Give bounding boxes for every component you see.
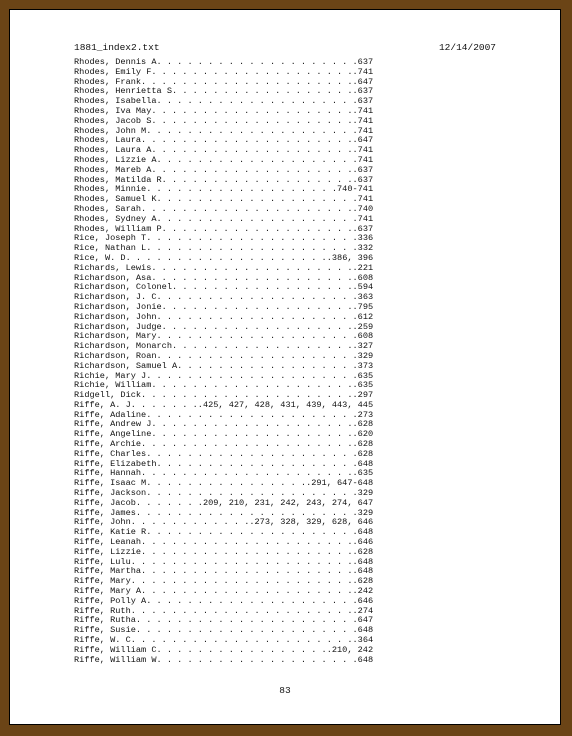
index-entry <box>74 381 430 391</box>
index-entry <box>74 136 430 146</box>
index-entry <box>74 313 430 323</box>
index-entry <box>74 411 430 421</box>
index-entry <box>74 401 430 411</box>
entry-pages: 608 <box>357 273 374 283</box>
index-entry <box>74 518 430 528</box>
header-filename: 1881_index2.txt <box>74 42 160 53</box>
entry-name: Riffe, Hannah <box>74 469 142 479</box>
index-entry <box>74 127 430 137</box>
dot-leader: . . . . . . .. <box>130 400 203 410</box>
index-entry <box>74 146 430 156</box>
entry-pages: 741 <box>357 146 374 156</box>
index-entry <box>74 283 430 293</box>
index-entry <box>74 538 430 548</box>
dot-leader: . . . . . . . . . . . . . . . . . . . . <box>156 58 358 67</box>
entry-name: Riffe, John <box>74 518 131 528</box>
entry-name: Richardson, Roan <box>74 351 157 361</box>
entry-pages: 635 <box>357 469 374 479</box>
dot-leader: . . . . . . . . . . . . . . . . . . . .. <box>151 67 358 77</box>
entry-name: Riffe, Angeline <box>74 430 152 440</box>
entry-name: Rhodes, Dennis A <box>74 58 157 67</box>
entry-pages: 741 <box>357 67 374 77</box>
entry-pages: 646 <box>357 596 374 606</box>
dot-leader: . . . . . . . . . . . . . . . . . . . . . .. <box>130 606 358 616</box>
entry-pages: 273 <box>357 410 374 420</box>
entry-name: Richardson, Jonie <box>74 302 162 312</box>
entry-name: Richardson, John <box>74 312 157 322</box>
dot-leader: . . . . . . . . . . . . . . . . . . . . .. <box>141 469 358 479</box>
dot-leader: . . . . . . . . . . . . . . . . . . . . .. <box>141 587 358 597</box>
entry-pages: 741 <box>357 214 374 224</box>
dot-leader: . . . . . . . . . . . . . . . . . . . .. <box>151 381 358 391</box>
index-entry <box>74 244 430 254</box>
dot-leader: . . . . . . . . . . . . . . . . . . .. <box>161 175 358 185</box>
dot-leader: . . . . . . . . . . . . . . . . . . . . . <box>146 410 358 420</box>
dot-leader: . . . . . . . . . . . . . . . . . . . . . <box>146 528 358 538</box>
index-entry <box>74 460 430 470</box>
index-entry <box>74 587 430 597</box>
index-entry <box>74 332 430 342</box>
dot-leader: . . . . . . . . . . . . . . . . . . <box>177 361 358 371</box>
index-entry <box>74 607 430 617</box>
entry-pages: 386, 396 <box>331 253 374 263</box>
index-entry <box>74 558 430 568</box>
entry-name: Richardson, Judge <box>74 322 162 332</box>
entry-name: Rhodes, Isabella <box>74 97 157 107</box>
header-date: 12/14/2007 <box>438 42 496 53</box>
dot-leader: . . . . . . . . . . . . . . . . . . . . . . <box>135 508 358 518</box>
index-entry <box>74 166 430 176</box>
entry-pages: 620 <box>357 430 374 440</box>
entry-pages: 594 <box>357 283 374 293</box>
entry-pages: 297 <box>357 391 374 401</box>
entry-name: Riffe, Jacob <box>74 498 136 508</box>
index-entry <box>74 176 430 186</box>
dot-leader: . . . . . . . . . . . . . . . . . . .. <box>161 302 358 312</box>
index-entry <box>74 156 430 166</box>
dot-leader: . . . . . . . . . . . . . . . . . . . . . . <box>135 616 358 626</box>
entry-pages: 741 <box>357 195 374 205</box>
dot-leader: . . . . . . . . . . . . . . . . . . . . .. <box>141 391 358 401</box>
entry-name: Riffe, Lizzie <box>74 547 142 557</box>
index-entry <box>74 117 430 127</box>
index-entry <box>74 195 430 205</box>
index-entry <box>74 479 430 489</box>
index-entry <box>74 430 430 440</box>
entry-name: Rhodes, Matilda R <box>74 175 162 185</box>
entry-pages: 635 <box>357 381 374 391</box>
entry-name: Rice, W. D <box>74 253 126 263</box>
dot-leader: . . . . . . . . . . . . . . . . . .. <box>172 87 358 97</box>
dot-leader: . . . . . . . . . . . . . . . . . . . . . .. <box>130 577 358 587</box>
entry-pages: 329 <box>357 508 374 518</box>
entry-name: Ridgell, Dick <box>74 391 142 401</box>
index-entry <box>74 567 430 577</box>
index-entry <box>74 87 430 97</box>
dot-leader: . . . . . . . . . . . . . . . . . . . . . <box>146 234 358 244</box>
index-entry <box>74 264 430 274</box>
entry-pages: 648 <box>357 567 374 577</box>
index-entry <box>74 548 430 558</box>
entry-name: Richie, Mary J <box>74 371 147 381</box>
dot-leader: . . . . . . . . . . . .. <box>130 518 255 528</box>
entry-name: Rhodes, Laura <box>74 136 142 146</box>
index-entry <box>74 293 430 303</box>
entry-name: Riffe, Martha <box>74 567 142 577</box>
index-entry <box>74 58 430 68</box>
index-entry <box>74 372 430 382</box>
index-entry <box>74 499 430 509</box>
index-entry <box>74 626 430 636</box>
entry-pages: 741 <box>357 126 374 136</box>
entry-name: Riffe, Polly A <box>74 596 147 606</box>
dot-leader: . . . . . . . . . . . . . . . . . . . . .. <box>141 440 358 450</box>
entry-pages: 648 <box>357 626 374 636</box>
entry-name: Rhodes, Iva May <box>74 106 152 116</box>
entry-pages: 329 <box>357 489 374 499</box>
dot-leader: . . . . . . . <box>135 498 203 508</box>
entry-pages: 612 <box>357 312 374 322</box>
dot-leader: . . . . . . . . . . . . . . . . . . . . .. <box>141 538 358 548</box>
entry-name: Riffe, Lulu <box>74 557 131 567</box>
entry-pages: 628 <box>357 577 374 587</box>
entry-name: Rhodes, Frank <box>74 77 142 87</box>
entry-name: Riffe, Adaline <box>74 410 147 420</box>
index-entry <box>74 597 430 607</box>
entry-name: Riffe, Susie <box>74 626 136 636</box>
index-entry <box>74 225 430 235</box>
dot-leader: . . . . . . . . . . . . . . . . . . . . . <box>146 244 358 254</box>
entry-pages: 425, 427, 428, 431, 439, 443, 445 <box>202 400 374 410</box>
dot-leader: . . . . . . . . . . . . . . . . . . . . <box>156 155 358 165</box>
entry-pages: 637 <box>357 87 374 97</box>
entry-name: Riffe, Archie <box>74 440 142 450</box>
dot-leader: . . . . . . . . . . . . . . . . . . . . . <box>146 126 358 136</box>
entry-name: Rhodes, John M <box>74 126 147 136</box>
dot-leader: . . . . . . . . . . . . . . . . . . . .. <box>151 263 358 273</box>
index-entry <box>74 185 430 195</box>
entry-pages: 646 <box>357 538 374 548</box>
entry-pages: 329 <box>357 351 374 361</box>
entry-name: Rhodes, Jacob S <box>74 116 152 126</box>
entry-pages: 327 <box>357 342 374 352</box>
entry-pages: 628 <box>357 449 374 459</box>
dot-leader: . . . . . . . . . . . . . . . . . . . . . .. <box>130 636 358 646</box>
entry-name: Riffe, W. C <box>74 636 131 646</box>
dot-leader: . . . . . . . . . . . . . . . . .. <box>156 645 332 655</box>
entry-name: Rhodes, Lizzie A <box>74 155 157 165</box>
entry-pages: 273, 328, 329, 628, 646 <box>254 518 374 528</box>
index-entry <box>74 97 430 107</box>
dot-leader: . . . . . . . . . . . . . . . . . . . .. <box>151 430 358 440</box>
entry-pages: 332 <box>357 244 374 254</box>
dot-leader: . . . . . . . . . . . . . . . . . . . .. <box>151 106 358 116</box>
dot-leader: . . . . . . . . . . . . . . . . . . . . . <box>146 371 358 381</box>
entry-name: Riffe, William C <box>74 645 157 655</box>
entry-name: Rhodes, Minnie <box>74 185 147 195</box>
entry-name: Richards, Lewis <box>74 263 152 273</box>
entry-pages: 628 <box>357 547 374 557</box>
index-entry <box>74 469 430 479</box>
entry-name: Rhodes, Laura A <box>74 146 152 156</box>
index-entry <box>74 420 430 430</box>
index-entry <box>74 205 430 215</box>
index-entry <box>74 509 430 519</box>
entry-name: Rhodes, Henrietta S <box>74 87 172 97</box>
entry-name: Rice, Joseph T <box>74 234 147 244</box>
dot-leader: . . . . . . . . . . . . . . . . . . . . . <box>146 449 358 459</box>
entry-pages: 364 <box>357 636 374 646</box>
dot-leader: . . . . . . . . . . . . . . . . . . . . <box>156 351 358 361</box>
entry-pages: 274 <box>357 606 374 616</box>
entry-pages: 741 <box>357 106 374 116</box>
entry-name: Riffe, William W <box>74 655 157 665</box>
entry-pages: 648 <box>357 655 374 665</box>
entry-pages: 648 <box>357 528 374 538</box>
entry-pages: 628 <box>357 420 374 430</box>
document-page <box>9 9 561 725</box>
index-entries <box>74 58 430 665</box>
entry-pages: 637 <box>357 58 374 67</box>
index-entry <box>74 528 430 538</box>
dot-leader: . . . . . . . . . . . . . . . . . . . . <box>156 459 358 469</box>
entry-name: Richardson, Asa <box>74 273 152 283</box>
entry-pages: 741 <box>357 116 374 126</box>
dot-leader: . . . . . . . . . . . . . . . . . . . .. <box>151 420 358 430</box>
entry-pages: 648 <box>357 459 374 469</box>
index-entry <box>74 636 430 646</box>
dot-leader: . . . . . . . . . . . . . . . . . . . . <box>156 97 358 107</box>
dot-leader: . . . . . . . . . . . . . . . . . . . . <box>156 655 358 665</box>
dot-leader: . . . . . . . . . . . . . . . . . . . . .. <box>141 136 358 146</box>
index-entry <box>74 274 430 284</box>
entry-name: Riffe, Charles <box>74 449 147 459</box>
index-entry <box>74 577 430 587</box>
entry-name: Rhodes, Sarah <box>74 204 142 214</box>
index-entry <box>74 215 430 225</box>
dot-leader: . . . . . . . . . . . . . . . . . . . . .. <box>141 567 358 577</box>
index-entry <box>74 616 430 626</box>
index-entry <box>74 656 430 666</box>
entry-name: Riffe, A. J <box>74 400 131 410</box>
dot-leader: . . . . . . . . . . . . . . . . . . . . .. <box>141 204 358 214</box>
index-entry <box>74 323 430 333</box>
dot-leader: . . . . . . . . . . . . . . . . . . . .. <box>151 273 358 283</box>
dot-leader: . . . . . . . . . . . . . . . . . .. <box>172 342 358 352</box>
entry-name: Riffe, Isaac M <box>74 479 147 489</box>
dot-leader: . . . . . . . . . . . . . . . . . . . <box>146 185 338 195</box>
index-entry <box>74 646 430 656</box>
dot-leader: . . . . . . . . . . . . . . . . . . . . <box>156 312 358 322</box>
entry-pages: 795 <box>357 302 374 312</box>
index-entry <box>74 391 430 401</box>
entry-name: Riffe, Andrew J <box>74 420 152 430</box>
entry-pages: 648 <box>357 557 374 567</box>
dot-leader: . . . . . . . . . . . . . . . . . . . .. <box>151 165 358 175</box>
dot-leader: . . . . . . . . . . . . . . . . . . .. <box>161 322 358 332</box>
dot-leader: . . . . . . . . . . . . . . . . . . . .. <box>151 146 358 156</box>
dot-leader: . . . . . . . . . . . . . . . . . . .. <box>161 224 358 234</box>
entry-pages: 336 <box>357 234 374 244</box>
dot-leader: . . . . . . . . . . . . . . . . . . . . . . <box>135 626 358 636</box>
entry-pages: 740-741 <box>337 185 374 195</box>
entry-name: Rhodes, Samuel K <box>74 195 157 205</box>
entry-pages: 637 <box>357 224 374 234</box>
index-entry <box>74 352 430 362</box>
index-entry <box>74 440 430 450</box>
dot-leader: . . . . . . . . . . . . . . . . . . . .. <box>125 253 332 263</box>
index-entry <box>74 489 430 499</box>
entry-pages: 221 <box>357 263 374 273</box>
dot-leader: . . . . . . . . . . . . . . . . . .. <box>172 283 358 293</box>
dot-leader: . . . . . . . . . . . . . . . . . . . . . .. <box>130 557 358 567</box>
entry-name: Rhodes, Emily F <box>74 67 152 77</box>
entry-name: Riffe, Rutha <box>74 616 136 626</box>
dot-leader: . . . . . . . . . . . . . . . . . . . . . <box>146 596 358 606</box>
page-number: 83 <box>279 685 291 696</box>
entry-name: Rhodes, Mareb A <box>74 165 152 175</box>
entry-name: Rhodes, Sydney A <box>74 214 157 224</box>
entry-name: Riffe, Leanah <box>74 538 142 548</box>
index-entry <box>74 107 430 117</box>
entry-pages: 628 <box>357 440 374 450</box>
entry-pages: 291, 647-648 <box>311 479 374 489</box>
index-entry <box>74 234 430 244</box>
entry-pages: 637 <box>357 175 374 185</box>
index-entry <box>74 254 430 264</box>
entry-pages: 259 <box>357 322 374 332</box>
dot-leader: . . . . . . . . . . . . . . . . . . . . <box>156 293 358 303</box>
dot-leader: . . . . . . . . . . . . . . . . . . . . <box>156 332 358 342</box>
entry-pages: 741 <box>357 155 374 165</box>
index-entry <box>74 450 430 460</box>
entry-name: Rice, Nathan L <box>74 244 147 254</box>
entry-pages: 373 <box>357 361 374 371</box>
entry-pages: 637 <box>357 165 374 175</box>
entry-name: Riffe, Katie R <box>74 528 147 538</box>
index-entry <box>74 68 430 78</box>
entry-name: Riffe, James <box>74 508 136 518</box>
entry-name: Riffe, Jackson <box>74 489 147 499</box>
dot-leader: . . . . . . . . . . . . . . . . . . . . .. <box>141 77 358 87</box>
entry-pages: 647 <box>357 136 374 146</box>
dot-leader: . . . . . . . . . . . . . . . . . . . .. <box>151 116 358 126</box>
dot-leader: . . . . . . . . . . . . . . . . . . . . . <box>146 489 358 499</box>
entry-name: Richardson, Colonel <box>74 283 172 293</box>
entry-pages: 209, 210, 231, 242, 243, 274, 647 <box>202 498 374 508</box>
entry-pages: 242 <box>357 587 374 597</box>
index-entry <box>74 78 430 88</box>
entry-name: Rhodes, William P <box>74 224 162 234</box>
entry-name: Richardson, Samuel A <box>74 361 178 371</box>
entry-name: Richie, William <box>74 381 152 391</box>
entry-pages: 608 <box>357 332 374 342</box>
dot-leader: . . . . . . . . . . . . . . . . . . . . <box>156 214 358 224</box>
entry-name: Riffe, Ruth <box>74 606 131 616</box>
entry-pages: 647 <box>357 616 374 626</box>
entry-name: Richardson, Mary <box>74 332 157 342</box>
entry-name: Riffe, Elizabeth <box>74 459 157 469</box>
entry-pages: 635 <box>357 371 374 381</box>
entry-pages: 210, 242 <box>331 645 374 655</box>
dot-leader: . . . . . . . . . . . . . . . . . . . . <box>156 195 358 205</box>
entry-name: Richardson, Monarch <box>74 342 172 352</box>
entry-pages: 647 <box>357 77 374 87</box>
entry-name: Riffe, Mary A <box>74 587 142 597</box>
dot-leader: . . . . . . . . . . . . . . . . . . . . .. <box>141 547 358 557</box>
entry-name: Riffe, Mary <box>74 577 131 587</box>
entry-pages: 363 <box>357 293 374 303</box>
index-entry <box>74 362 430 372</box>
index-entry <box>74 303 430 313</box>
dot-leader: . . . . . . . . . . . . . . . .. <box>146 479 312 489</box>
entry-pages: 740 <box>357 204 374 214</box>
entry-name: Richardson, J. C <box>74 293 157 303</box>
entry-pages: 637 <box>357 97 374 107</box>
index-entry <box>74 342 430 352</box>
